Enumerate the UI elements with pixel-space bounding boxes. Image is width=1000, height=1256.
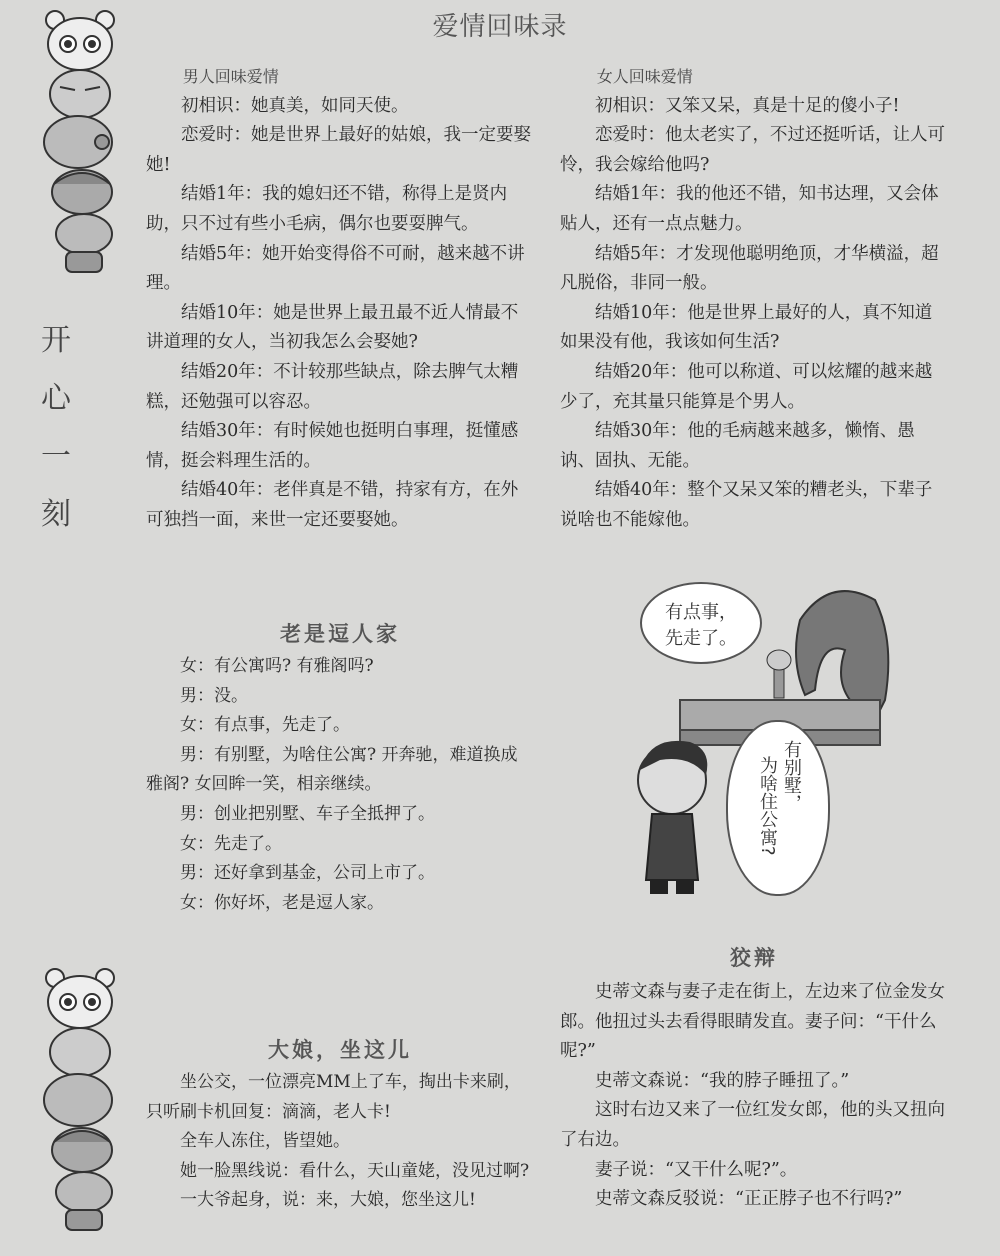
side-label-char: 一 [41, 439, 71, 474]
story-title: 大娘，坐这儿 [268, 1038, 412, 1062]
men-love-column [146, 62, 534, 536]
paragraph: 她一脸黑线说：看什么，天山童姥，没见过啊? [180, 1160, 530, 1181]
paragraph: 结婚40年：老伴真是不错，持家有方，在外可独挡一面，来世一定还要娶她。 [146, 480, 519, 530]
paragraph: 女：先走了。 [180, 833, 282, 854]
paragraph: 结婚10年：他是世界上最好的人，真不知道如果没有他，我该如何生活? [560, 302, 933, 353]
paragraph: 史蒂文森与妻子走在街上，左边来了位金发女郎。他扭过头去看得眼睛发直。妻子问：“干什么呢?” [560, 982, 945, 1062]
side-label-char: 开 [41, 323, 71, 358]
paragraph: 结婚30年：有时候她也挺明白事理，挺懂感情，挺会料理生活的。 [146, 421, 519, 471]
paragraph: 史蒂文森说：“我的脖子睡扭了。” [595, 1070, 850, 1091]
paragraph: 结婚1年：我的他还不错，知书达理，又会体贴人，还有一点点魅力。 [560, 184, 939, 234]
paragraph: 结婚5年：才发现他聪明绝顶，才华横溢，超凡脱俗，非同一般。 [560, 243, 939, 294]
paragraph: 男：有别墅，为啥住公寓? 开奔驰，难道换成雅阁? 女回眸一笑，相亲继续。 [146, 744, 518, 795]
paragraph: 结婚30年：他的毛病越来越多，懒惰、愚讷、固执、无能。 [560, 421, 915, 471]
paragraph: 恋爱时：他太老实了，不过还挺听话，让人可怜，我会嫁给他吗? [560, 125, 945, 175]
paragraph: 妻子说：“又干什么呢?”。 [595, 1159, 798, 1180]
paragraph: 初相识：又笨又呆，真是十足的傻小子! [595, 95, 900, 116]
bubble-text: 为啥住公寓? [757, 756, 778, 856]
page-title: 爱情回味录 [432, 12, 568, 42]
paragraph: 男：创业把别墅、车子全抵押了。 [180, 803, 435, 824]
cartoon-totem-illustration [30, 960, 130, 1244]
story-body [146, 1068, 534, 1216]
paragraph: 结婚5年：她开始变得俗不可耐，越来越不讲理。 [146, 243, 525, 294]
story-title: 老是逗人家 [280, 622, 400, 646]
paragraph: 初相识：她真美，如同天使。 [181, 95, 409, 116]
paragraph: 结婚20年：不计较那些缺点，除去脾气太糟糕，还勉强可以容忍。 [146, 361, 519, 412]
story-body [560, 978, 948, 1215]
cartoon-illustration [630, 570, 950, 900]
paragraph: 结婚20年：他可以称道、可以炫耀的越来越少了，充其量只能算是个男人。 [560, 361, 933, 412]
bubble-text: 有点事， [665, 602, 737, 623]
paragraph: 全车人冻住，皆望她。 [180, 1131, 350, 1152]
paragraph: 男：没。 [180, 685, 248, 706]
speech-bubble-man [726, 720, 830, 896]
paragraph: 坐公交，一位漂亮MM上了车，掏出卡来刷，只听刷卡机回复：滴滴，老人卡! [146, 1072, 521, 1122]
bubble-text: 有别墅， [781, 740, 802, 812]
paragraph: 史蒂文森反驳说：“正正脖子也不行吗?” [595, 1189, 903, 1210]
paragraph: 女：有公寓吗? 有雅阁吗? [180, 656, 374, 676]
cartoon-totem-illustration [30, 2, 130, 286]
story-title: 狡辩 [730, 946, 778, 970]
column-title: 男人回味爱情 [182, 67, 279, 86]
paragraph: 这时右边又来了一位红发女郎，他的头又扭向了右边。 [560, 1100, 945, 1150]
speech-bubble-woman [640, 582, 762, 664]
paragraph: 恋爱时：她是世界上最好的姑娘，我一定要娶她! [146, 125, 531, 175]
side-label-char: 心 [41, 381, 71, 416]
bubble-text: 先走了。 [665, 628, 737, 649]
paragraph: 一大爷起身，说：来，大娘，您坐这儿! [180, 1190, 476, 1211]
paragraph: 结婚1年：我的媳妇还不错，称得上是贤内助，只不过有些小毛病，偶尔也要耍脾气。 [146, 184, 508, 234]
column-title: 女人回味爱情 [596, 67, 693, 86]
women-love-column [560, 62, 948, 536]
paragraph: 女：你好坏，老是逗人家。 [180, 892, 384, 913]
side-label-char: 刻 [41, 497, 71, 532]
paragraph: 女：有点事，先走了。 [180, 715, 350, 736]
paragraph: 男：还好拿到基金，公司上市了。 [180, 863, 435, 884]
paragraph: 结婚40年：整个又呆又笨的糟老头，下辈子说啥也不能嫁他。 [560, 480, 933, 530]
story-body [146, 652, 534, 918]
paragraph: 结婚10年：她是世界上最丑最不近人情最不讲道理的女人，当初我怎么会娶她? [146, 302, 519, 353]
section-side-label [36, 312, 76, 544]
